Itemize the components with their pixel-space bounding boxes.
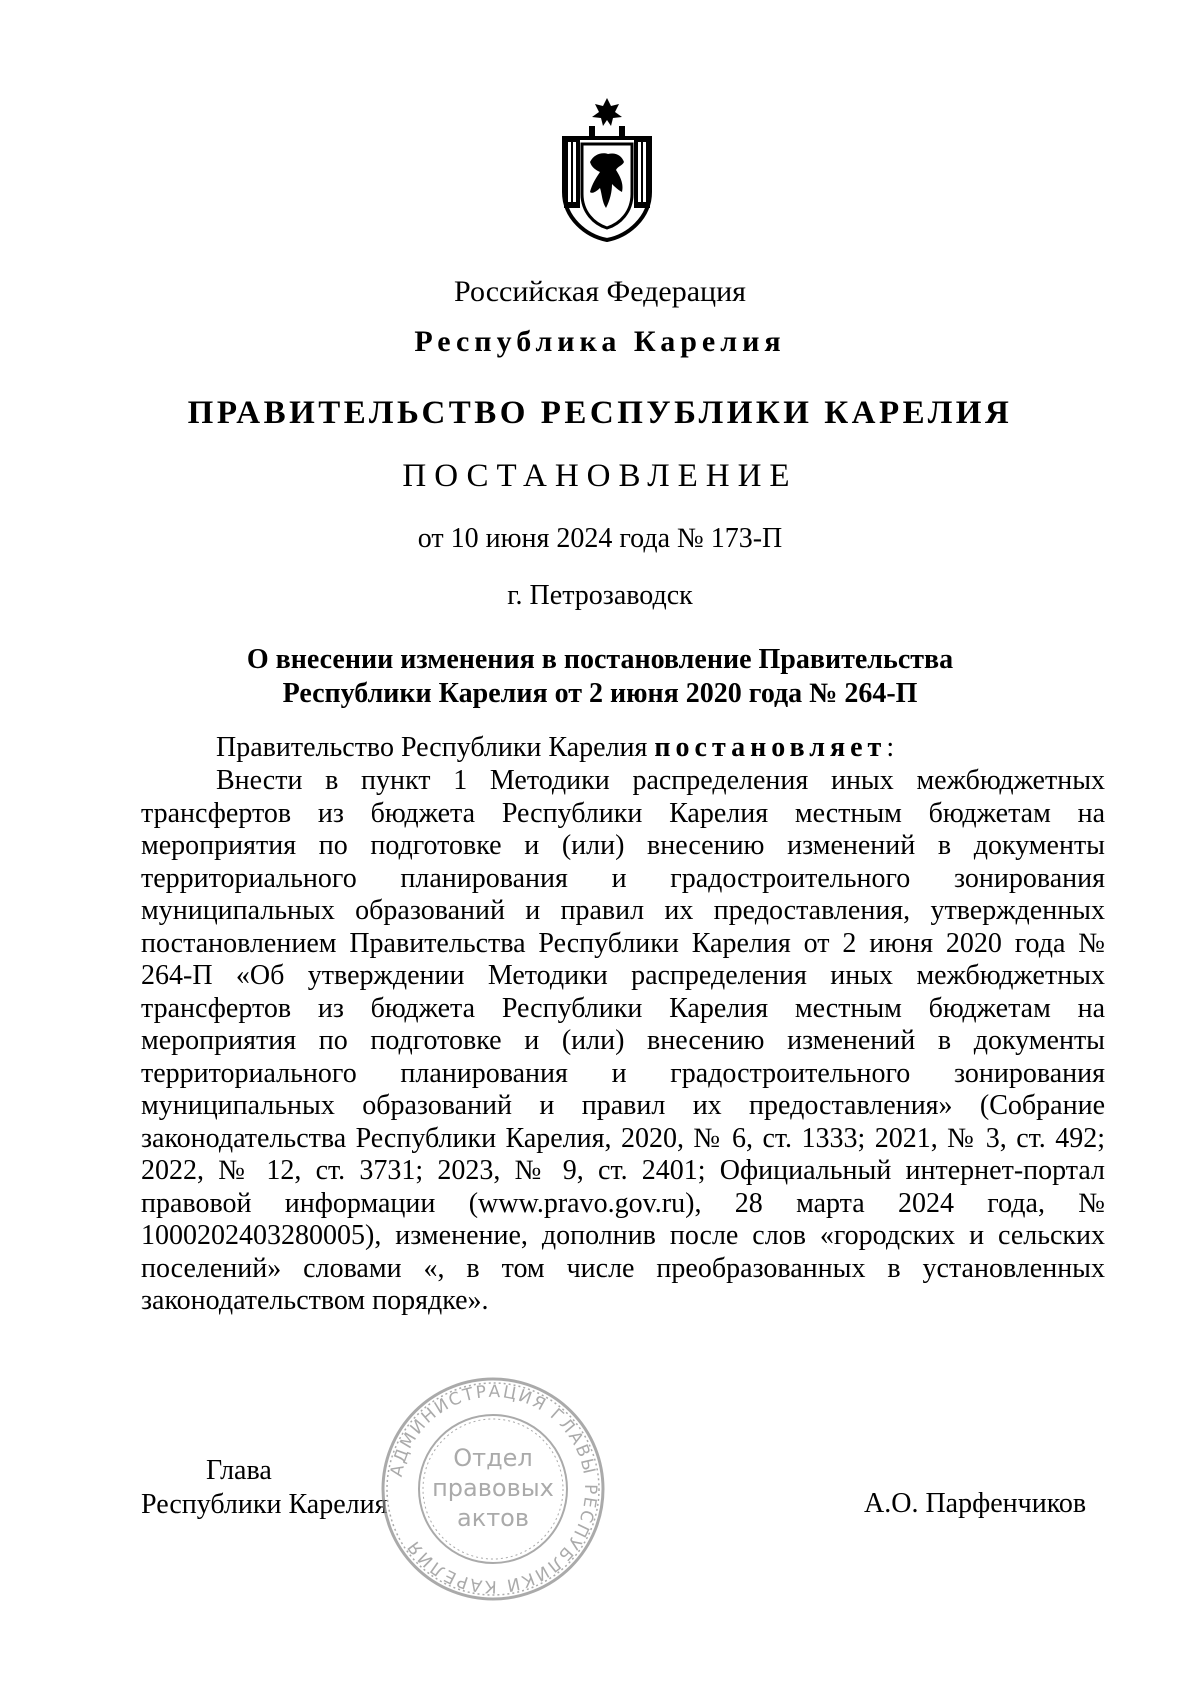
document-title [0, 643, 1200, 711]
document-type: ПОСТАНОВЛЕНИЕ [402, 458, 798, 494]
country-name: Российская Федерация [454, 275, 746, 308]
document-date-number: от 10 июня 2024 года № 173-П [417, 523, 783, 554]
intro-colon: : [886, 732, 895, 763]
main-paragraph-text: Внести в пункт 1 Методики распределения иных межбюджетных трансфертов из бюджета Республики Карелия местным бюджетам на мероприятия по подготовке и (или) внесению изменений в документы территориального планирования и градостроительного зонирования муниципальных образований и правил их предоставления, утвержденных постановлением Правительства Республики Карелия от 2 июня 2020 года № 264-П «Об утверждении Методики распределения иных межбюджетных трансфертов из бюджета Республики Карелия местным бюджетам на мероприятия по подготовке и (или) внесению изменений в документы территориального планирования и градостроительного зонирования муниципальных образований и правил их предоставления» (Собрание законодательства Республики Карелия, 2020, № 6, ст. 1333; 2021, № 3, ст. 492; 2022, № 12, ст. 3731; 2023, № 9, ст. 2401; Официальный интернет-портал правовой информации (www.pravo.gov.ru), 28 марта 2024 года, № 1000202403280005), изменение, дополнив после слов «городских и сельских поселений» словами «, в том числе преобразованных в установленных законодательством порядке». [141, 765, 1105, 1316]
document-city: г. Петрозаводск [507, 580, 693, 611]
intro-line [141, 732, 1105, 765]
stamp-center-line1: Отдел [453, 1444, 533, 1472]
signature-title-line1: Глава [206, 1455, 272, 1486]
karelia-coat-of-arms-icon [556, 96, 658, 242]
government-name: ПРАВИТЕЛЬСТВО РЕСПУБЛИКИ КАРЕЛИЯ [187, 395, 1013, 431]
stamp-center-line3: актов [456, 1504, 530, 1532]
signature-title-line2: Республики Карелия [141, 1489, 388, 1520]
signature-title [141, 1454, 387, 1522]
intro-decree-word: постановляет [654, 732, 887, 763]
signatory-name: А.О. Парфенчиков [864, 1488, 1087, 1519]
stamp-center-line2: правовых [432, 1474, 554, 1502]
document-title-line1: О внесении изменения в постановление Правительства [246, 644, 954, 675]
intro-lead: Правительство Республики Карелия [216, 732, 648, 763]
main-paragraph [141, 765, 1105, 1318]
legal-department-stamp [378, 1374, 608, 1604]
stamp-ring-text: АДМИНИСТРАЦИЯ ГЛАВЫ РЕСПУБЛИКИ КАРЕЛИЯ [386, 1381, 601, 1597]
document-title-line2: Республики Карелия от 2 июня 2020 года № 264-П [282, 678, 918, 709]
republic-name: Республика Карелия [414, 325, 786, 358]
